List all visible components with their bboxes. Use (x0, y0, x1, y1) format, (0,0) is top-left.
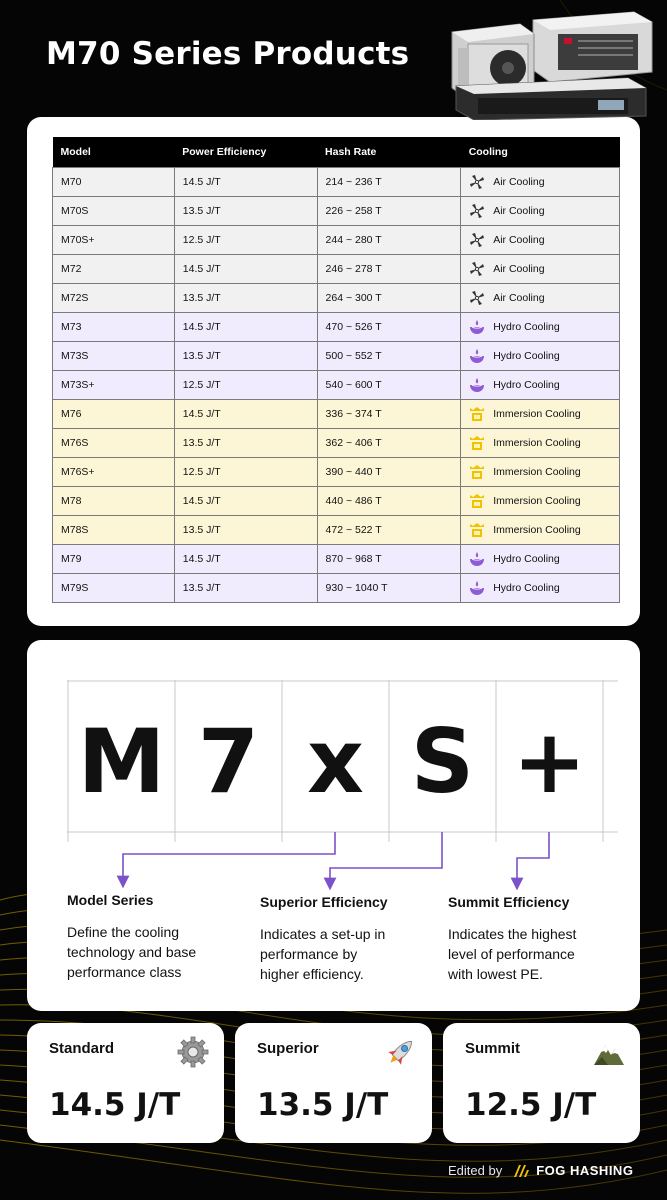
footer (448, 1163, 633, 1178)
cell-hash-rate: 540 ~ 600 T (317, 370, 461, 399)
cell-model: M76 (53, 399, 175, 428)
summit-efficiency-title: Summit Efficiency (448, 894, 570, 910)
model-series-title: Model Series (67, 892, 154, 908)
immersion-tank-icon (469, 522, 485, 538)
table-row (53, 312, 620, 341)
cell-hash-rate: 244 ~ 280 T (317, 225, 461, 254)
superior-efficiency-title: Superior Efficiency (260, 894, 388, 910)
cooling-label: Hydro Cooling (493, 378, 560, 391)
cell-power-efficiency: 14.5 J/T (174, 167, 317, 196)
cell-cooling (461, 544, 620, 573)
table-row (53, 283, 620, 312)
brand-logo-icon (512, 1164, 530, 1178)
cell-cooling (461, 196, 620, 225)
table-row (53, 370, 620, 399)
water-drop-icon (469, 580, 485, 596)
rocket-icon (384, 1035, 418, 1069)
cell-hash-rate: 930 ~ 1040 T (317, 573, 461, 602)
header-hash-rate: Hash Rate (317, 137, 461, 167)
immersion-tank-icon (469, 493, 485, 509)
fan-icon (469, 232, 485, 248)
cooling-label: Immersion Cooling (493, 407, 581, 420)
cooling-label: Air Cooling (493, 233, 545, 246)
cell-model: M70S+ (53, 225, 175, 254)
cell-model: M76S (53, 428, 175, 457)
code-letter-m: M (77, 710, 166, 813)
cell-hash-rate: 362 ~ 406 T (317, 428, 461, 457)
cooling-label: Air Cooling (493, 291, 545, 304)
cooling-label: Air Cooling (493, 175, 545, 188)
cell-cooling (461, 573, 620, 602)
cooling-label: Immersion Cooling (493, 465, 581, 478)
table-row (53, 167, 620, 196)
code-letter-x: x (307, 710, 364, 813)
cell-cooling (461, 225, 620, 254)
superior-efficiency-desc: Indicates a set-up in performance by higher efficiency. (260, 926, 386, 982)
cell-cooling (461, 486, 620, 515)
header-power-efficiency: Power Efficiency (174, 137, 317, 167)
cell-cooling (461, 254, 620, 283)
cell-hash-rate: 226 ~ 258 T (317, 196, 461, 225)
model-naming-card (27, 640, 640, 1011)
immersion-tank-icon (469, 435, 485, 451)
cell-power-efficiency: 13.5 J/T (174, 515, 317, 544)
cell-power-efficiency: 14.5 J/T (174, 486, 317, 515)
cell-power-efficiency: 14.5 J/T (174, 254, 317, 283)
tier-value: 14.5 J/T (49, 1087, 181, 1123)
cell-model: M73 (53, 312, 175, 341)
gear-icon (176, 1035, 210, 1069)
cell-hash-rate: 214 ~ 236 T (317, 167, 461, 196)
table-row (53, 254, 620, 283)
tier-card-superior (235, 1023, 432, 1143)
cell-model: M73S+ (53, 370, 175, 399)
table-row (53, 196, 620, 225)
water-drop-icon (469, 348, 485, 364)
header-cooling: Cooling (461, 137, 620, 167)
cooling-label: Immersion Cooling (493, 436, 581, 449)
cell-model: M72S (53, 283, 175, 312)
table-header-row (53, 137, 620, 167)
cooling-label: Immersion Cooling (493, 494, 581, 507)
brand (512, 1163, 633, 1178)
table-row (53, 515, 620, 544)
cell-cooling (461, 457, 620, 486)
code-letter-s: S (410, 710, 475, 813)
cell-cooling (461, 283, 620, 312)
cell-hash-rate: 264 ~ 300 T (317, 283, 461, 312)
models-table (52, 137, 620, 603)
tier-card-summit (443, 1023, 640, 1143)
models-table-card (27, 117, 640, 626)
cooling-label: Air Cooling (493, 204, 545, 217)
table-row (53, 225, 620, 254)
edited-by-text: Edited by (448, 1163, 503, 1178)
water-drop-icon (469, 551, 485, 567)
tier-label: Summit (465, 1040, 521, 1057)
water-drop-icon (469, 377, 485, 393)
cell-power-efficiency: 13.5 J/T (174, 283, 317, 312)
tier-value: 12.5 J/T (465, 1087, 597, 1123)
cell-hash-rate: 440 ~ 486 T (317, 486, 461, 515)
table-row (53, 341, 620, 370)
cell-model: M73S (53, 341, 175, 370)
table-row (53, 457, 620, 486)
fan-icon (469, 203, 485, 219)
cell-model: M79 (53, 544, 175, 573)
code-plus: + (512, 710, 587, 813)
cooling-label: Hydro Cooling (493, 320, 560, 333)
model-series-desc: Define the cooling technology and base performance class (67, 924, 197, 980)
cell-hash-rate: 870 ~ 968 T (317, 544, 461, 573)
cell-power-efficiency: 14.5 J/T (174, 312, 317, 341)
summit-efficiency-desc: Indicates the highest level of performance with lowest PE. (448, 926, 577, 982)
table-row (53, 573, 620, 602)
cell-model: M76S+ (53, 457, 175, 486)
tier-label: Standard (49, 1040, 115, 1057)
cell-cooling (461, 399, 620, 428)
cooling-label: Immersion Cooling (493, 523, 581, 536)
cell-power-efficiency: 12.5 J/T (174, 457, 317, 486)
table-row (53, 486, 620, 515)
cell-model: M72 (53, 254, 175, 283)
cell-hash-rate: 472 ~ 522 T (317, 515, 461, 544)
mountain-icon (592, 1035, 626, 1069)
cooling-label: Hydro Cooling (493, 552, 560, 565)
cooling-label: Hydro Cooling (493, 349, 560, 362)
fan-icon (469, 261, 485, 277)
header-model: Model (53, 137, 175, 167)
cell-cooling (461, 312, 620, 341)
tier-card-standard (27, 1023, 224, 1143)
cell-hash-rate: 246 ~ 278 T (317, 254, 461, 283)
cell-hash-rate: 390 ~ 440 T (317, 457, 461, 486)
cell-power-efficiency: 13.5 J/T (174, 196, 317, 225)
miner-hardware-image (438, 8, 660, 120)
cell-model: M70 (53, 167, 175, 196)
immersion-tank-icon (469, 406, 485, 422)
cooling-label: Air Cooling (493, 262, 545, 275)
table-row (53, 428, 620, 457)
cell-power-efficiency: 14.5 J/T (174, 399, 317, 428)
cell-model: M79S (53, 573, 175, 602)
cell-power-efficiency: 14.5 J/T (174, 544, 317, 573)
cell-cooling (461, 370, 620, 399)
table-row (53, 544, 620, 573)
cell-power-efficiency: 13.5 J/T (174, 341, 317, 370)
water-drop-icon (469, 319, 485, 335)
cell-power-efficiency: 12.5 J/T (174, 225, 317, 254)
cell-cooling (461, 428, 620, 457)
cell-power-efficiency: 13.5 J/T (174, 573, 317, 602)
fan-icon (469, 174, 485, 190)
immersion-tank-icon (469, 464, 485, 480)
brand-name: FOG HASHING (536, 1163, 634, 1178)
cell-hash-rate: 500 ~ 552 T (317, 341, 461, 370)
cell-hash-rate: 470 ~ 526 T (317, 312, 461, 341)
cell-hash-rate: 336 ~ 374 T (317, 399, 461, 428)
code-digit-7: 7 (197, 710, 260, 813)
cell-model: M70S (53, 196, 175, 225)
cell-power-efficiency: 13.5 J/T (174, 428, 317, 457)
cell-cooling (461, 341, 620, 370)
cell-cooling (461, 167, 620, 196)
tier-value: 13.5 J/T (257, 1087, 389, 1123)
cooling-label: Hydro Cooling (493, 581, 560, 594)
fan-icon (469, 290, 485, 306)
tier-label: Superior (257, 1040, 319, 1057)
page-title: M70 Series Products (46, 36, 410, 72)
cell-power-efficiency: 12.5 J/T (174, 370, 317, 399)
cell-model: M78 (53, 486, 175, 515)
cell-cooling (461, 515, 620, 544)
cell-model: M78S (53, 515, 175, 544)
table-row (53, 399, 620, 428)
